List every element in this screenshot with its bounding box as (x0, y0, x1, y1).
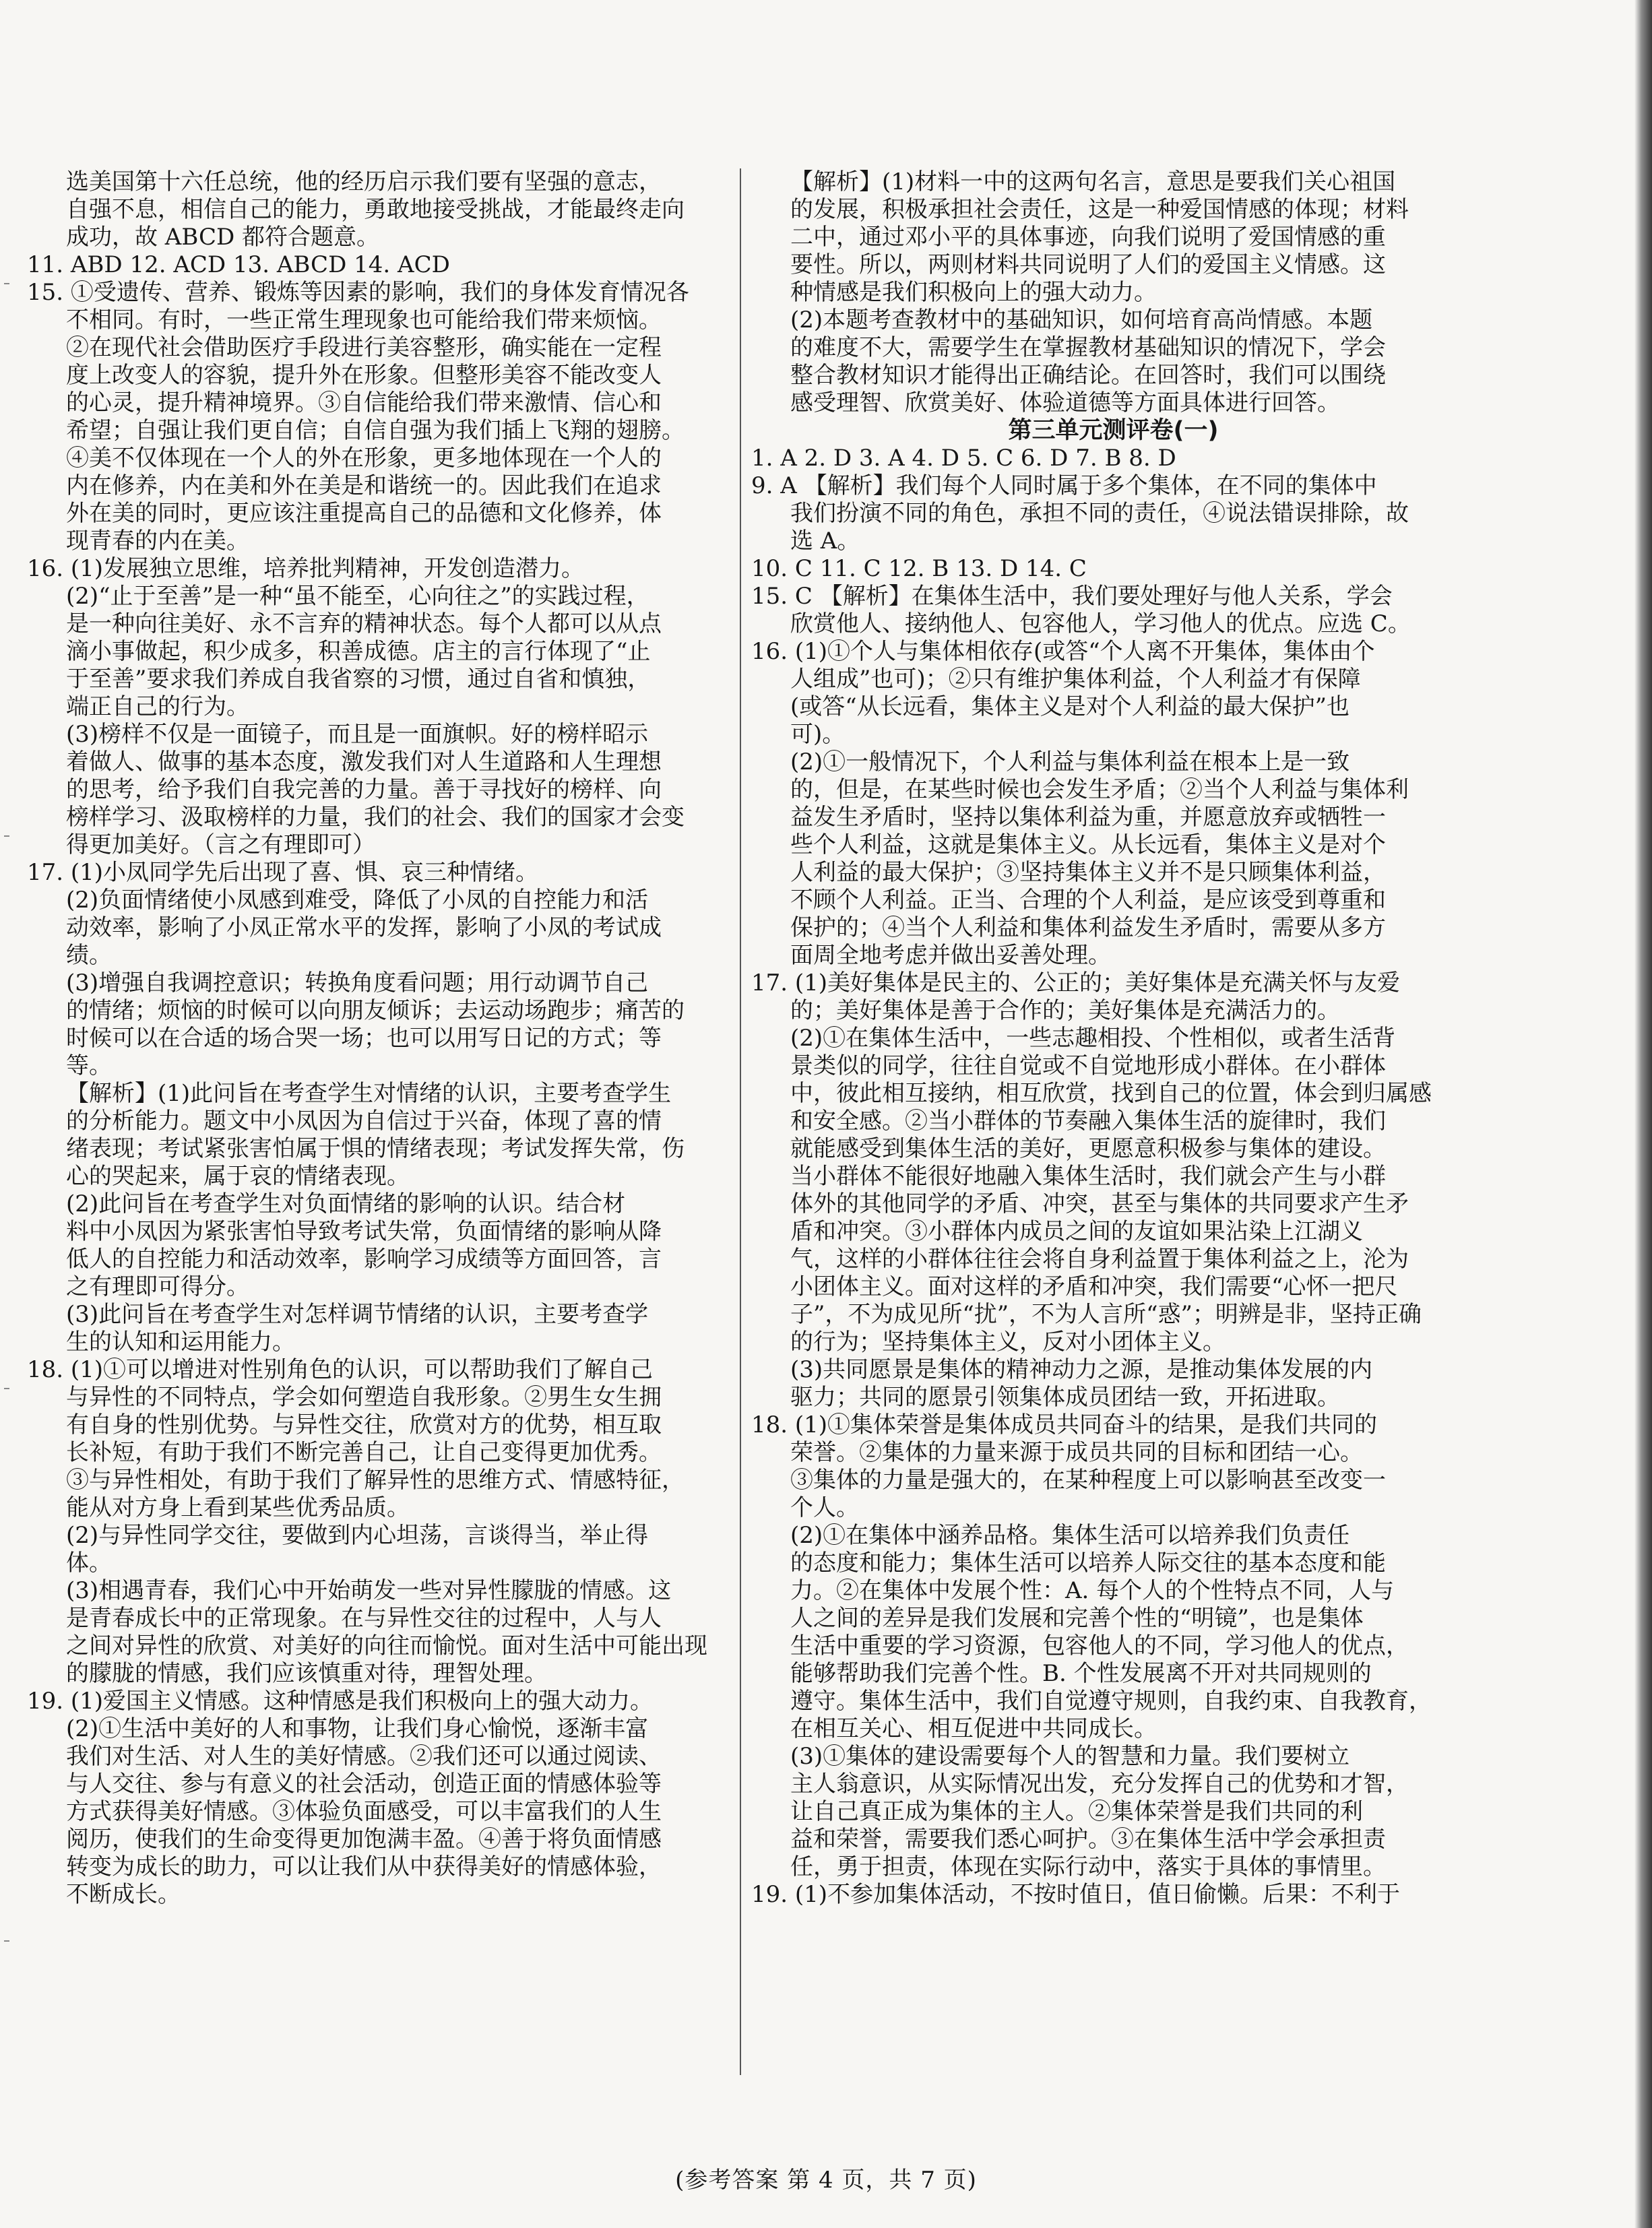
answer-line: 度上改变人的容貌，提升外在形象。但整形美容不能改变人 (66, 362, 662, 389)
answer-line: 成功，故 ABCD 都符合题意。 (66, 224, 380, 251)
answer-line: 9. A 【解析】我们每个人同时属于多个集体，在不同的集体中 (751, 472, 1377, 499)
answer-line: 景类似的同学，往往自觉或不自觉地形成小群体。在小群体 (790, 1052, 1386, 1079)
answer-line: 种情感是我们积极向上的强大动力。 (790, 279, 1157, 306)
answer-line: (2)①生活中美好的人和事物，让我们身心愉悦，逐渐丰富 (66, 1715, 649, 1742)
answer-line: 的朦胧的情感，我们应该慎重对待，理智处理。 (66, 1660, 547, 1687)
answer-line: 不相同。有时，一些正常生理现象也可能给我们带来烦恼。 (66, 307, 662, 333)
answer-line: 19. (1)不参加集体活动，不按时值日，值日偷懒。后果：不利于 (751, 1881, 1401, 1908)
answer-line: 选 A。 (790, 528, 860, 554)
section-title: 第三单元测评卷(一) (1008, 417, 1219, 444)
answer-line: 希望；自强让我们更自信；自信自强为我们插上飞翔的翅膀。 (66, 417, 685, 444)
answer-line: 益发生矛盾时，坚持以集体利益为重，并愿意放弃或牺牲一 (790, 804, 1386, 831)
answer-line: 【解析】(1)此问旨在考查学生对情绪的认识，主要考查学生 (66, 1080, 672, 1107)
answer-line: (2)此问旨在考查学生对负面情绪的影响的认识。结合材 (66, 1190, 626, 1217)
answer-line: 的分析能力。题文中小凤因为自信过于兴奋，体现了喜的情 (66, 1108, 662, 1135)
answer-line: 驱力；共同的愿景引领集体成员团结一致，开拓进取。 (790, 1384, 1340, 1411)
answer-line: 之间对异性的欣赏、对美好的向往而愉悦。面对生活中可能出现 (66, 1632, 707, 1659)
answer-line: 19. (1)爱国主义情感。这种情感是我们积极向上的强大动力。 (27, 1688, 654, 1715)
answer-line: 面周全地考虑并做出妥善处理。 (790, 942, 1111, 969)
answer-line: 【解析】(1)材料一中的这两句名言，意思是要我们关心祖国 (790, 168, 1396, 195)
answer-line: 11. ABD 12. ACD 13. ABCD 14. ACD (27, 251, 450, 278)
answer-line: 15. C 【解析】在集体生活中，我们要处理好与他人关系，学会 (751, 583, 1393, 610)
right-column (751, 168, 1475, 1909)
answer-line: 体。 (66, 1550, 112, 1577)
answer-line: 转变为成长的助力，可以让我们从中获得美好的情感体验， (66, 1853, 662, 1880)
answer-line: 时候可以在合适的场合哭一场；也可以用写日记的方式；等 (66, 1025, 662, 1052)
answer-line: ③集体的力量是强大的，在某种程度上可以影响甚至改变一 (790, 1467, 1386, 1494)
answer-line: 的情绪；烦恼的时候可以向朋友倾诉；去运动场跑步；痛苦的 (66, 997, 685, 1024)
answer-line: 15. ①受遗传、营养、锻炼等因素的影响，我们的身体发育情况各 (27, 279, 689, 306)
answer-line: 就能感受到集体生活的美好，更愿意积极参与集体的建设。 (790, 1135, 1386, 1162)
answer-line: 中，彼此相互接纳，相互欣赏，找到自己的位置，体会到归属感 (790, 1080, 1432, 1107)
answer-line: 感受理智、欣赏美好、体验道德等方面具体进行回答。 (790, 389, 1340, 416)
answer-line: 现青春的内在美。 (66, 528, 249, 554)
answer-line: 绩。 (66, 942, 112, 969)
answer-line: 等。 (66, 1052, 112, 1079)
answer-line: ③与异性相处，有助于我们了解异性的思维方式、情感特征， (66, 1467, 685, 1494)
answer-line: 可)。 (790, 721, 846, 748)
answer-line: 与异性的不同特点，学会如何塑造自我形象。②男生女生拥 (66, 1384, 662, 1411)
answer-line: 生的认知和运用能力。 (66, 1329, 295, 1356)
answer-line: 的，但是，在某些时候也会发生矛盾；②当个人利益与集体利 (790, 776, 1409, 803)
binding-mark (4, 1940, 9, 1942)
answer-line: 有自身的性别优势。与异性交往，欣赏对方的优势，相互取 (66, 1411, 662, 1438)
page-footer: (参考答案 第 4 页，共 7 页) (675, 2167, 977, 2194)
answer-line: 整合教材知识才能得出正确结论。在回答时，我们可以围绕 (790, 362, 1386, 389)
answer-line: 是一种向往美好、永不言弃的精神状态。每个人都可以从点 (66, 610, 662, 637)
answer-line: 外在美的同时，更应该注重提高自己的品德和文化修养，体 (66, 500, 662, 527)
answer-line: 人组成”也可)；②只有维护集体利益，个人利益才有保障 (790, 666, 1361, 693)
answer-line: 16. (1)①个人与集体相依存(或答“个人离不开集体，集体由个 (751, 638, 1375, 665)
answer-line: 力。②在集体中发展个性：A. 每个人的个性特点不同，人与 (790, 1577, 1395, 1604)
answer-line: 之有理即可得分。 (66, 1273, 249, 1300)
answer-line: 10. C 11. C 12. B 13. D 14. C (751, 555, 1087, 582)
answer-line: 的发展，积极承担社会责任，这是一种爱国情感的体现；材料 (790, 196, 1409, 223)
answer-line: 人之间的差异是我们发展和完善个性的“明镜”，也是集体 (790, 1605, 1364, 1632)
answer-line: 17. (1)美好集体是民主的、公正的；美好集体是充满关怀与友爱 (751, 969, 1401, 996)
answer-line: 阅历，使我们的生命变得更加饱满丰盈。④善于将负面情感 (66, 1826, 662, 1853)
answer-line: 保护的；④当个人利益和集体利益发生矛盾时，需要从多方 (790, 914, 1386, 941)
answer-line: 低人的自控能力和活动效率，影响学习成绩等方面回答，言 (66, 1246, 662, 1273)
answer-line: 的；美好集体是善于合作的；美好集体是充满活力的。 (790, 997, 1340, 1024)
answer-line: 体外的其他同学的矛盾、冲突，甚至与集体的共同要求产生矛 (790, 1190, 1409, 1217)
answer-line: 荣誉。②集体的力量来源于成员共同的目标和团结一心。 (790, 1439, 1363, 1466)
answer-line: 益和荣誉，需要我们悉心呵护。③在集体生活中学会承担责 (790, 1826, 1386, 1853)
answer-line: 与人交往、参与有意义的社会活动，创造正面的情感体验等 (66, 1771, 662, 1797)
answer-line: 榜样学习、汲取榜样的力量，我们的社会、我们的国家才会变 (66, 804, 685, 831)
answer-line: 遵守。集体生活中，我们自觉遵守规则，自我约束、自我教育， (790, 1688, 1432, 1715)
answer-line: 二中，通过邓小平的具体事迹，向我们说明了爱国情感的重 (790, 224, 1386, 251)
answer-line: 方式获得美好情感。③体验负面感受，可以丰富我们的人生 (66, 1798, 662, 1825)
answer-line: (或答“从长远看，集体主义是对个人利益的最大保护”也 (790, 693, 1350, 720)
answer-line: 得更加美好。（言之有理即可） (66, 831, 375, 858)
answer-line: 些个人利益，这就是集体主义。从长远看，集体主义是对个 (790, 831, 1386, 858)
page-edge-shadow (1634, 0, 1652, 2228)
binding-mark (4, 283, 9, 284)
answer-line: 欣赏他人、接纳他人、包容他人，学习他人的优点。应选 C。 (790, 610, 1411, 637)
answer-line: 料中小凤因为紧张害怕导致考试失常，负面情绪的影响从降 (66, 1218, 662, 1245)
answer-line: (2)与异性同学交往，要做到内心坦荡，言谈得当，举止得 (66, 1522, 649, 1549)
answer-line: (3)增强自我调控意识；转换角度看问题；用行动调节自己 (66, 969, 649, 996)
answer-line: 端正自己的行为。 (66, 693, 249, 720)
answer-line: 1. A 2. D 3. A 4. D 5. C 6. D 7. B 8. D (751, 445, 1176, 472)
answer-line: 气，这样的小群体往往会将自身利益置于集体利益之上，沦为 (790, 1246, 1409, 1273)
answer-line: (2)①在集体中涵养品格。集体生活可以培养我们负责任 (790, 1522, 1350, 1549)
answer-line: 让自己真正成为集体的主人。②集体荣誉是我们共同的利 (790, 1798, 1363, 1825)
answer-line: 我们对生活、对人生的美好情感。②我们还可以通过阅读、 (66, 1743, 662, 1770)
answer-line: 子”，不为成见所“扰”，不为人言所“惑”；明辨是非，坚持正确 (790, 1301, 1422, 1328)
answer-line: 主人翁意识，从实际情况出发，充分发挥自己的优势和才智， (790, 1771, 1409, 1797)
answer-line: 18. (1)①可以增进对性别角色的认识，可以帮助我们了解自己 (27, 1356, 654, 1383)
answer-line: 的思考，给予我们自我完善的力量。善于寻找好的榜样、向 (66, 776, 662, 803)
left-column (27, 168, 751, 1909)
answer-line: 不断成长。 (66, 1881, 181, 1908)
answer-line: 的行为；坚持集体主义，反对小团体主义。 (790, 1329, 1226, 1356)
answer-line: 的态度和能力；集体生活可以培养人际交往的基本态度和能 (790, 1550, 1386, 1577)
answer-line: 和安全感。②当小群体的节奏融入集体生活的旋律时，我们 (790, 1108, 1386, 1135)
answer-line: 着做人、做事的基本态度，激发我们对人生道路和人生理想 (66, 749, 662, 775)
answer-line: 能够帮助我们完善个性。B. 个性发展离不开对共同规则的 (790, 1660, 1372, 1687)
answer-line: 自强不息，相信自己的能力，勇敢地接受挑战，才能最终走向 (66, 196, 685, 223)
answer-line: 我们扮演不同的角色，承担不同的责任，④说法错误排除，故 (790, 500, 1409, 527)
answer-line: 盾和冲突。③小群体内成员之间的友谊如果沾染上江湖义 (790, 1218, 1363, 1245)
answer-line: 生活中重要的学习资源，包容他人的不同，学习他人的优点， (790, 1632, 1409, 1659)
answer-line: 选美国第十六任总统，他的经历启示我们要有坚强的意志， (66, 168, 662, 195)
answer-line: (3)相遇青春，我们心中开始萌发一些对异性朦胧的情感。这 (66, 1577, 672, 1604)
answer-line: (2)①一般情况下，个人利益与集体利益在根本上是一致 (790, 749, 1350, 775)
answer-line: 长补短，有助于我们不断完善自己，让自己变得更加优秀。 (66, 1439, 662, 1466)
answer-line: 内在修养，内在美和外在美是和谐统一的。因此我们在追求 (66, 472, 662, 499)
answer-line: 不顾个人利益。正当、合理的个人利益，是应该受到尊重和 (790, 887, 1386, 914)
answer-line: 个人。 (790, 1494, 859, 1521)
answer-line: 滴小事做起，积少成多，积善成德。店主的言行体现了“止 (66, 638, 651, 665)
answer-line: (3)共同愿景是集体的精神动力之源，是推动集体发展的内 (790, 1356, 1373, 1383)
answer-line: 18. (1)①集体荣誉是集体成员共同奋斗的结果，是我们共同的 (751, 1411, 1378, 1438)
answer-line: 于至善”要求我们养成自我省察的习惯，通过自省和慎独， (66, 666, 651, 693)
answer-line: (2)“止于至善”是一种“虽不能至，心向往之”的实践过程， (66, 583, 649, 610)
binding-mark (4, 1388, 9, 1389)
answer-line: 16. (1)发展独立思维，培养批判精神，开发创造潜力。 (27, 555, 585, 582)
answer-line: 17. (1)小凤同学先后出现了喜、惧、哀三种情绪。 (27, 859, 539, 886)
answer-line: (3)此问旨在考查学生对怎样调节情绪的认识，主要考查学 (66, 1301, 649, 1328)
answer-line: 当小群体不能很好地融入集体生活时，我们就会产生与小群 (790, 1163, 1386, 1190)
answer-line: 小团体主义。面对这样的矛盾和冲突，我们需要“心怀一把尺 (790, 1273, 1398, 1300)
answer-line: 能从对方身上看到某些优秀品质。 (66, 1494, 410, 1521)
answer-line: 的心灵，提升精神境界。③自信能给我们带来激情、信心和 (66, 389, 662, 416)
answer-line: 心的哭起来，属于哀的情绪表现。 (66, 1163, 410, 1190)
answer-line: 的难度不大，需要学生在掌握教材基础知识的情况下，学会 (790, 334, 1386, 361)
answer-line: 是青春成长中的正常现象。在与异性交往的过程中，人与人 (66, 1605, 662, 1632)
answer-line: ④美不仅体现在一个人的外在形象，更多地体现在一个人的 (66, 445, 662, 472)
answer-line: 人利益的最大保护；③坚持集体主义并不是只顾集体利益， (790, 859, 1386, 886)
answer-line: 任，勇于担责，体现在实际行动中，落实于具体的事情里。 (790, 1853, 1386, 1880)
answer-line: (2)负面情绪使小凤感到难受，降低了小凤的自控能力和活 (66, 887, 649, 914)
answer-line: 动效率，影响了小凤正常水平的发挥，影响了小凤的考试成 (66, 914, 662, 941)
answer-line: (2)本题考查教材中的基础知识，如何培育高尚情感。本题 (790, 307, 1373, 333)
answer-line: 要性。所以，两则材料共同说明了人们的爱国主义情感。这 (790, 251, 1386, 278)
answer-line: 绪表现；考试紧张害怕属于惧的情绪表现；考试发挥失常，伤 (66, 1135, 685, 1162)
binding-mark (4, 835, 9, 837)
answer-line: ②在现代社会借助医疗手段进行美容整形，确实能在一定程 (66, 334, 662, 361)
answer-line: 在相互关心、相互促进中共同成长。 (790, 1715, 1157, 1742)
answer-line: (2)①在集体生活中，一些志趣相投、个性相似，或者生活背 (790, 1025, 1396, 1052)
answer-line: (3)榜样不仅是一面镜子，而且是一面旗帜。好的榜样昭示 (66, 721, 649, 748)
answer-line: (3)①集体的建设需要每个人的智慧和力量。我们要树立 (790, 1743, 1350, 1770)
